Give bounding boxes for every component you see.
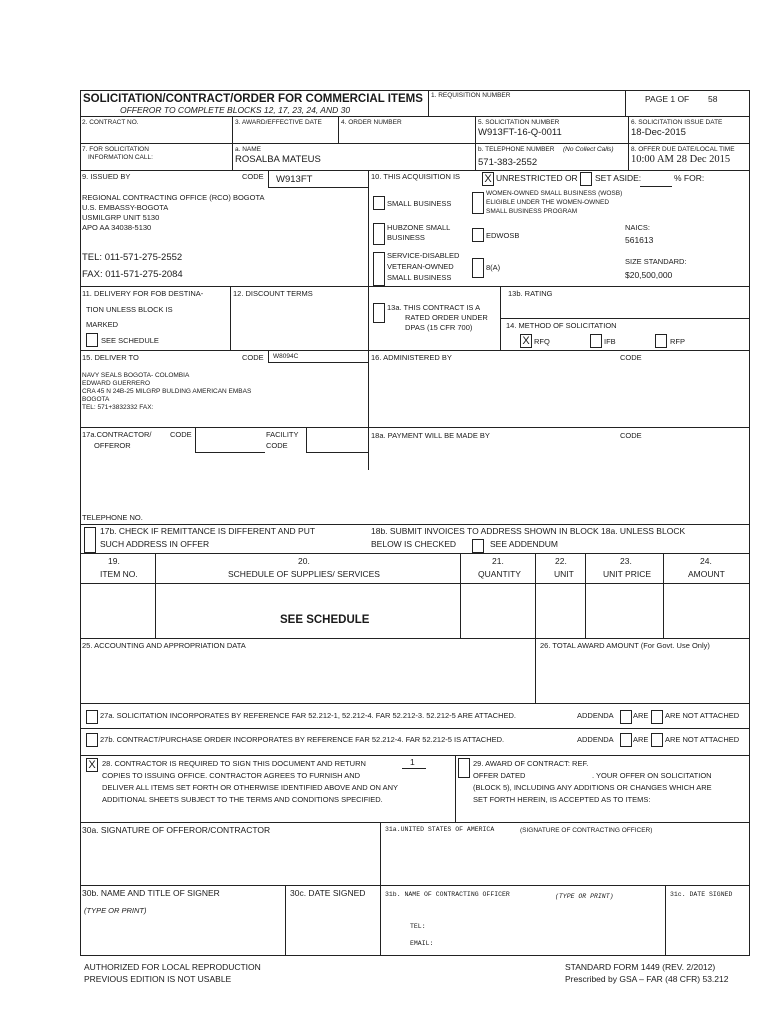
edwosb-checkbox[interactable] <box>472 228 484 242</box>
footer-right-2: Prescribed by GSA – FAR (48 CFR) 53.212 <box>565 974 729 984</box>
deliver-address-2: EDWARD GUERRERO <box>82 380 151 387</box>
contractor-code-label: CODE <box>170 430 192 439</box>
sdvosb-checkbox[interactable] <box>373 252 385 286</box>
27b-checkbox[interactable] <box>86 733 98 747</box>
phone-note: (No Collect Calls) <box>563 146 614 153</box>
wosb-checkbox[interactable] <box>472 192 484 214</box>
ifb-label: IFB <box>604 337 616 346</box>
hubzone-label-1: HUBZONE SMALL <box>387 223 451 232</box>
solicitation-number: W913FT-16-Q-0011 <box>478 127 562 138</box>
8a-checkbox[interactable] <box>472 258 484 278</box>
phone-label: b. TELEPHONE NUMBER <box>478 146 555 153</box>
deliver-to-label: 15. DELIVER TO <box>82 353 139 362</box>
addendum-label: SEE ADDENDUM <box>490 539 559 549</box>
27b-are: ARE <box>633 735 649 744</box>
order-number-label: 4. ORDER NUMBER <box>341 119 402 126</box>
for-info-label-2: INFORMATION CALL: <box>88 154 153 161</box>
contact-phone: 571-383-2552 <box>478 157 538 168</box>
30a-signature-label: 30a. SIGNATURE OF OFFEROR/CONTRACTOR <box>82 825 271 835</box>
issued-address-4: APO AA 34038-5130 <box>82 223 152 232</box>
col24-label: AMOUNT <box>688 569 725 579</box>
remittance-label-2: SUCH ADDRESS IN OFFER <box>100 539 210 549</box>
27a-are: ARE <box>633 711 649 720</box>
facility-label-1: FACILITY <box>266 430 299 439</box>
deliver-address-4: BOGOTA <box>82 396 110 403</box>
deliver-address-5: TEL: 571+3832332 FAX: <box>82 404 154 411</box>
issued-tel: TEL: 011-571-275-2552 <box>82 252 183 263</box>
8a-label: 8(A) <box>486 263 501 272</box>
telephone-no-label: TELEPHONE NO. <box>82 513 143 522</box>
col21-num: 21. <box>492 556 504 566</box>
page-total: 58 <box>708 94 718 104</box>
col19-label: ITEM NO. <box>100 569 138 579</box>
unrestricted-checkbox[interactable]: X <box>482 172 494 186</box>
27b-are-checkbox[interactable] <box>620 733 632 747</box>
deliver-address-3: CRA 45 N 24B-25 MILGRP BULDING AMERICAN EMBAS <box>82 388 252 395</box>
administered-by-label: 16. ADMINISTERED BY <box>371 353 452 362</box>
col24-num: 24. <box>700 556 712 566</box>
28-line-3: DELIVER ALL ITEMS SET FORTH OR OTHERWISE IDENTIFIED ABOVE AND ON ANY <box>102 783 399 792</box>
rating-label: 13b. RATING <box>508 289 553 298</box>
27a-text: 27a. SOLICITATION INCORPORATES BY REFERENCE FAR 52.212-1, 52.212-4. FAR 52.212-3. 52.212-5 ARE ATTACHED. <box>100 711 516 720</box>
delivery-label-2: TION UNLESS BLOCK IS <box>86 305 173 314</box>
col21-label: QUANTITY <box>478 569 521 579</box>
discount-terms-label: 12. DISCOUNT TERMS <box>233 289 313 298</box>
remittance-checkbox[interactable] <box>84 527 96 553</box>
deliver-code: W8094C <box>273 353 299 360</box>
27a-checkbox[interactable] <box>86 710 98 724</box>
payment-code-label: CODE <box>620 431 642 440</box>
delivery-label-3: MARKED <box>86 320 119 329</box>
contractor-label-1: 17a.CONTRACTOR/ <box>82 430 152 439</box>
31a-signature-note: (SIGNATURE OF CONTRACTING OFFICER) <box>520 827 653 834</box>
27a-are-checkbox[interactable] <box>620 710 632 724</box>
size-standard-label: SIZE STANDARD: <box>625 257 687 266</box>
award-date-label: 3. AWARD/EFFECTIVE DATE <box>235 119 322 126</box>
deliver-address-1: NAVY SEALS BOGOTA- COLOMBIA <box>82 372 190 379</box>
29-line-2b: . YOUR OFFER ON SOLICITATION <box>592 771 712 780</box>
issue-date-label: 6. SOLICITATION ISSUE DATE <box>631 119 723 126</box>
unrestricted-label: UNRESTRICTED OR <box>496 173 578 183</box>
col23-label: UNIT PRICE <box>603 569 652 579</box>
rfq-checkbox[interactable]: X <box>520 334 532 348</box>
27b-addenda: ADDENDA <box>577 735 614 744</box>
sdvosb-label-2: VETERAN-OWNED <box>387 262 454 271</box>
issued-address-2: U.S. EMBASSY-BOGOTA <box>82 203 169 212</box>
set-aside-checkbox[interactable] <box>580 172 592 186</box>
29-line-4: SET FORTH HEREIN, IS ACCEPTED AS TO ITEMS: <box>473 795 651 804</box>
deliver-code-label: CODE <box>242 353 264 362</box>
administered-code-label: CODE <box>620 353 642 362</box>
size-standard-value: $20,500,000 <box>625 270 673 280</box>
30c-date-label: 30c. DATE SIGNED <box>290 888 366 898</box>
29-line-2: OFFER DATED <box>473 771 526 780</box>
see-schedule-label: SEE SCHEDULE <box>101 336 159 345</box>
offer-due-date: 10:00 AM 28 Dec 2015 <box>631 154 731 165</box>
due-label: 8. OFFER DUE DATE/LOCAL TIME <box>631 146 735 153</box>
31c-date-label: 31c. DATE SIGNED <box>670 891 733 898</box>
pct-for-label: % FOR: <box>674 173 705 183</box>
27a-addenda: ADDENDA <box>577 711 614 720</box>
form-subtitle: OFFEROR TO COMPLETE BLOCKS 12, 17, 23, 24, AND 30 <box>120 105 351 115</box>
issued-by-label: 9. ISSUED BY <box>82 172 131 181</box>
27a-not-attached: ARE NOT ATTACHED <box>665 711 740 720</box>
see-schedule-text: SEE SCHEDULE <box>280 614 370 626</box>
for-info-label-1: 7. FOR SOLICITATION <box>82 146 149 153</box>
31b-tel-label: TEL: <box>410 923 426 930</box>
naics-value: 561613 <box>625 235 654 245</box>
see-schedule-checkbox[interactable] <box>86 333 98 347</box>
27b-text: 27b. CONTRACT/PURCHASE ORDER INCORPORATES BY REFERENCE FAR 52.212-4. FAR 52.212-5 IS ATTACHED. <box>100 735 505 744</box>
hubzone-checkbox[interactable] <box>373 223 385 245</box>
method-label: 14. METHOD OF SOLICITATION <box>506 321 617 330</box>
issued-address-3: USMILGRP UNIT 5130 <box>82 213 160 222</box>
solicitation-number-label: 5. SOLICITATION NUMBER <box>478 119 560 126</box>
issued-address-1: REGIONAL CONTRACTING OFFICE (RCO) BOGOTA <box>82 193 265 202</box>
issued-fax: FAX: 011-571-275-2084 <box>82 269 183 280</box>
28-line-1: 28. CONTRACTOR IS REQUIRED TO SIGN THIS DOCUMENT AND RETURN <box>102 759 366 768</box>
rfp-checkbox[interactable] <box>655 334 667 348</box>
rated-label-2: RATED ORDER UNDER <box>405 313 488 322</box>
issued-code: W913FT <box>276 174 313 185</box>
col20-num: 20. <box>298 556 310 566</box>
invoice-label-1: 18b. SUBMIT INVOICES TO ADDRESS SHOWN IN BLOCK 18a. UNLESS BLOCK <box>371 526 686 536</box>
col22-label: UNIT <box>554 569 574 579</box>
contractor-label-2: OFFEROR <box>94 441 131 450</box>
wosb-label-1: WOMEN-OWNED SMALL BUSINESS (WOSB) <box>486 190 623 197</box>
27b-not-checkbox[interactable] <box>651 733 663 747</box>
invoice-label-2: BELOW IS CHECKED <box>371 539 457 549</box>
wosb-label-3: SMALL BUSINESS PROGRAM <box>486 208 578 215</box>
31b-type-or-print: (TYPE OR PRINT) <box>555 893 614 900</box>
accounting-label: 25. ACCOUNTING AND APPROPRIATION DATA <box>82 641 246 650</box>
acquisition-label: 10. THIS ACQUISITION IS <box>371 172 461 181</box>
sdvosb-label-3: SMALL BUSINESS <box>387 273 452 282</box>
col23-num: 23. <box>620 556 632 566</box>
28-line-2: COPIES TO ISSUING OFFICE. CONTRACTOR AGREES TO FURNISH AND <box>102 771 361 780</box>
issue-date: 18-Dec-2015 <box>631 127 686 138</box>
facility-label-2: CODE <box>266 441 288 450</box>
col19-num: 19. <box>108 556 120 566</box>
rfp-label: RFP <box>670 337 685 346</box>
form-title: SOLICITATION/CONTRACT/ORDER FOR COMMERCIAL ITEMS <box>83 93 423 105</box>
29-line-3: (BLOCK 5), INCLUDING ANY ADDITIONS OR CHANGES WHICH ARE <box>473 783 712 792</box>
30b-type-or-print: (TYPE OR PRINT) <box>84 906 147 915</box>
col22-num: 22. <box>555 556 567 566</box>
27a-not-checkbox[interactable] <box>651 710 663 724</box>
small-business-checkbox[interactable] <box>373 196 385 210</box>
total-award-label: 26. TOTAL AWARD AMOUNT (For Govt. Use Only) <box>540 641 710 650</box>
contract-no-label: 2. CONTRACT NO. <box>82 119 139 126</box>
28-checkbox[interactable]: X <box>86 758 98 772</box>
30b-name-label: 30b. NAME AND TITLE OF SIGNER <box>82 888 220 898</box>
sdvosb-label-1: SERVICE-DISABLED <box>387 251 460 260</box>
29-checkbox[interactable] <box>458 758 470 778</box>
31a-usa-label: 31a.UNITED STATES OF AMERICA <box>385 826 495 833</box>
rfq-label: RFQ <box>534 337 550 346</box>
28-copies: 1 <box>410 757 415 767</box>
footer-right-1: STANDARD FORM 1449 (REV. 2/2012) <box>565 962 716 972</box>
page-label: PAGE 1 OF <box>645 94 690 104</box>
rated-label-1: 13a. THIS CONTRACT IS A <box>387 303 481 312</box>
addendum-checkbox[interactable] <box>472 539 484 553</box>
set-aside-label: SET ASIDE: <box>595 173 642 183</box>
31b-email-label: EMAIL: <box>410 940 434 947</box>
footer-left-2: PREVIOUS EDITION IS NOT USABLE <box>84 974 232 984</box>
27b-not-attached: ARE NOT ATTACHED <box>665 735 740 744</box>
wosb-label-2: ELIGIBLE UNDER THE WOMEN-OWNED <box>486 199 610 206</box>
edwosb-label: EDWOSB <box>486 231 520 240</box>
ifb-checkbox[interactable] <box>590 334 602 348</box>
rated-order-checkbox[interactable] <box>373 303 385 323</box>
col20-label: SCHEDULE OF SUPPLIES/ SERVICES <box>228 569 380 579</box>
28-line-4: ADDITIONAL SHEETS SUBJECT TO THE TERMS AND CONDITIONS SPECIFIED. <box>102 795 383 804</box>
requisition-label: 1. REQUISITION NUMBER <box>431 92 511 99</box>
remittance-label-1: 17b. CHECK IF REMITTANCE IS DIFFERENT AND PUT <box>100 526 316 536</box>
issued-code-label: CODE <box>242 172 264 181</box>
rated-label-3: DPAS (15 CFR 700) <box>405 323 473 332</box>
hubzone-label-2: BUSINESS <box>387 233 425 242</box>
naics-label: NAICS: <box>625 223 651 232</box>
small-business-label: SMALL BUSINESS <box>387 199 452 208</box>
31b-officer-label: 31b. NAME OF CONTRACTING OFFICER <box>385 891 510 898</box>
29-line-1: 29. AWARD OF CONTRACT: REF. <box>473 759 589 768</box>
sf1449-form <box>80 90 750 960</box>
delivery-label-1: 11. DELIVERY FOR FOB DESTINA- <box>82 289 204 298</box>
footer-left-1: AUTHORIZED FOR LOCAL REPRODUCTION <box>84 962 261 972</box>
contact-name: ROSALBA MATEUS <box>235 154 321 165</box>
payment-label: 18a. PAYMENT WILL BE MADE BY <box>371 431 490 440</box>
name-label: a. NAME <box>235 146 262 153</box>
